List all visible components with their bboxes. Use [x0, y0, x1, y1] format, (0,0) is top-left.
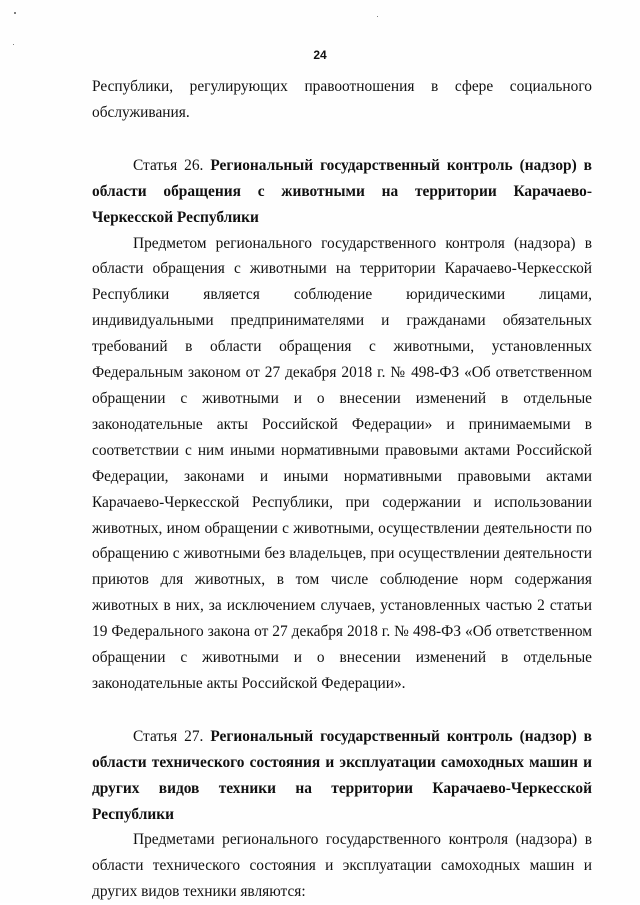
article-26-number: Статья 26. [133, 156, 204, 174]
scan-speck [13, 44, 14, 45]
scan-speck [14, 12, 16, 14]
article-27-number: Статья 27. [133, 727, 204, 745]
scan-speck [377, 16, 378, 17]
paragraph-gap [92, 126, 592, 153]
document-body [92, 74, 592, 905]
paragraph-gap [92, 697, 592, 724]
article-27-heading [92, 724, 592, 828]
article-26-heading [92, 153, 592, 231]
article-27-body: Предметами регионального государственного контроля (надзора) в области технического состояния и эксплуатации самоходных машин и других видов техники являются: [92, 831, 592, 901]
article-26-title: Региональный государственный контроль (надзор) в области обращения с животными на территории Карачаево-Черкесской Республики [92, 156, 592, 226]
article-27-title: Региональный государственный контроль (надзор) в области технического состояния и эксплуатации самоходных машин и других видов техники на территории Карачаево-Черкесской Республики [92, 727, 592, 823]
page-number: 24 [313, 48, 327, 62]
continuation-paragraph: Республики, регулирующих правоотношения в сфере социального обслуживания. [92, 78, 592, 121]
article-26-body: Предметом регионального государственного контроля (надзора) в области обращения с животными на территории Карачаево-Черкесской Республики является соблюдение юридическими лицами, индивидуальными предпринимателями и гражданами обязательных требований в области обращения с животными, установленных Федеральным законом от 27 декабря 2018 г. № 498-ФЗ «Об ответственном обращении с животными и о внесении изменений в отдельные законодательные акты Российской Федерации» и принимаемыми в соответствии с ним иными нормативными правовыми актами Российской Федерации, законами и иными нормативными правовыми актами Карачаево-Черкесской Республики, при содержании и использовании животных, ином обращении с животными, осуществлении деятельности по обращению с животными без владельцев, при осуществлении деятельности приютов для животных, в том числе соблюдение норм содержания животных в них, за исключением случаев, установленных частью 2 статьи 19 Федерального закона от 27 декабря 2018 г. № 498-ФЗ «Об ответственном обращении с животными и о внесении изменений в отдельные законодательные акты Российской Федерации». [92, 234, 592, 692]
